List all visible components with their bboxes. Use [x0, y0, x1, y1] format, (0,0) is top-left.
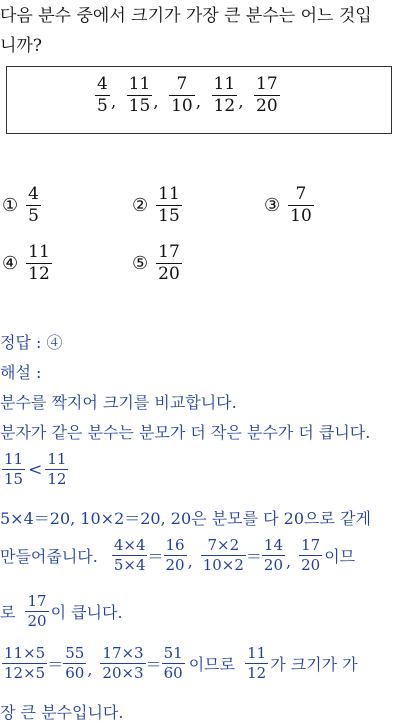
option-marker: ② — [132, 195, 149, 216]
equals-sign: ＝ — [245, 547, 262, 566]
question-line-2: 니까? — [0, 36, 42, 56]
option-fraction: $\frac{17}{20}$ — [158, 242, 180, 284]
compare-fraction-a: $\frac{11}{15}$ — [4, 450, 24, 488]
text-imeuro: 이므로 — [188, 655, 236, 674]
explanation-line-5 — [0, 594, 123, 629]
option-3[interactable] — [264, 186, 314, 225]
explanation-line-3: 5×4＝20, 10×2＝20, 20은 분모를 다 20으로 같게 — [0, 509, 371, 528]
option-fraction: $\frac{4}{5}$ — [28, 184, 39, 226]
fraction-14-20: $\frac{14}{20}$ — [263, 536, 283, 574]
option-marker: ④ — [2, 253, 19, 274]
text-imeu: 이므 — [324, 547, 356, 566]
fraction-4x4: $\frac{4\times 4}{5\times 4}$ — [113, 536, 146, 574]
box-fraction-3: $\frac{7}{10}$ — [171, 74, 193, 116]
text-make-equal: 만들어줍니다. — [0, 547, 98, 566]
equals-sign: ＝ — [145, 655, 162, 674]
fraction-11x5: $\frac{11\times 5}{12\times 5}$ — [4, 644, 46, 682]
comma: , — [195, 91, 202, 112]
comma: , — [153, 91, 159, 112]
option-marker: ⑤ — [132, 253, 149, 274]
option-marker: ① — [2, 195, 19, 216]
fraction-17-20-largest: $\frac{17}{20}$ — [27, 592, 47, 630]
comma: , — [187, 552, 193, 571]
comma: , — [87, 660, 93, 679]
explanation-line-4 — [0, 538, 355, 573]
fraction-55-60: $\frac{55}{60}$ — [65, 644, 85, 682]
compare-fraction-b: $\frac{11}{12}$ — [47, 450, 67, 488]
box-fraction-list — [94, 76, 281, 115]
option-fraction: $\frac{11}{12}$ — [28, 242, 50, 284]
question-line-1: 다음 분수 중에서 크기가 가장 큰 분수는 어느 것입 — [0, 6, 372, 26]
fraction-7x2: $\frac{7\times 2}{10\times 2}$ — [202, 536, 244, 574]
explanation-line-2: 분자가 같은 분수는 분모가 더 작은 분수가 더 큽니다. — [0, 423, 371, 442]
less-than-sign: < — [28, 459, 43, 480]
option-1[interactable] — [2, 186, 41, 225]
option-fraction: $\frac{11}{15}$ — [158, 184, 180, 226]
fraction-51-60: $\frac{51}{60}$ — [163, 644, 183, 682]
comma: , — [286, 552, 292, 571]
option-fraction: $\frac{7}{10}$ — [290, 184, 312, 226]
equals-sign: ＝ — [47, 655, 64, 674]
comma: , — [110, 91, 117, 112]
text-is-larger: 이 큽니다. — [50, 603, 123, 622]
box-fraction-5: $\frac{17}{20}$ — [256, 74, 278, 116]
explanation-label: 해설 : — [0, 363, 42, 382]
option-4[interactable] — [2, 244, 52, 283]
text-ro: 로 — [0, 603, 16, 622]
option-2[interactable] — [132, 186, 182, 225]
equals-sign: ＝ — [147, 547, 164, 566]
fraction-17x3: $\frac{17\times 3}{20\times 3}$ — [102, 644, 144, 682]
box-fraction-2: $\frac{11}{15}$ — [128, 74, 151, 116]
fraction-17-20: $\frac{17}{20}$ — [301, 536, 321, 574]
text-is-size: 가 크기가 가 — [270, 655, 358, 674]
option-marker: ③ — [264, 195, 281, 216]
answer-line: 정답 : ④ — [0, 333, 63, 352]
box-fraction-1: $\frac{4}{5}$ — [97, 74, 108, 116]
comparison-line — [2, 452, 68, 487]
option-5[interactable] — [132, 244, 182, 283]
explanation-line-7: 장 큰 분수입니다. — [0, 703, 124, 722]
explanation-line-1: 분수를 짝지어 크기를 비교합니다. — [0, 393, 237, 412]
explanation-line-6 — [2, 646, 358, 681]
fraction-16-20: $\frac{16}{20}$ — [165, 536, 185, 574]
fraction-11-12: $\frac{11}{12}$ — [247, 644, 267, 682]
comma: , — [238, 91, 244, 112]
box-fraction-4: $\frac{11}{12}$ — [213, 74, 236, 116]
